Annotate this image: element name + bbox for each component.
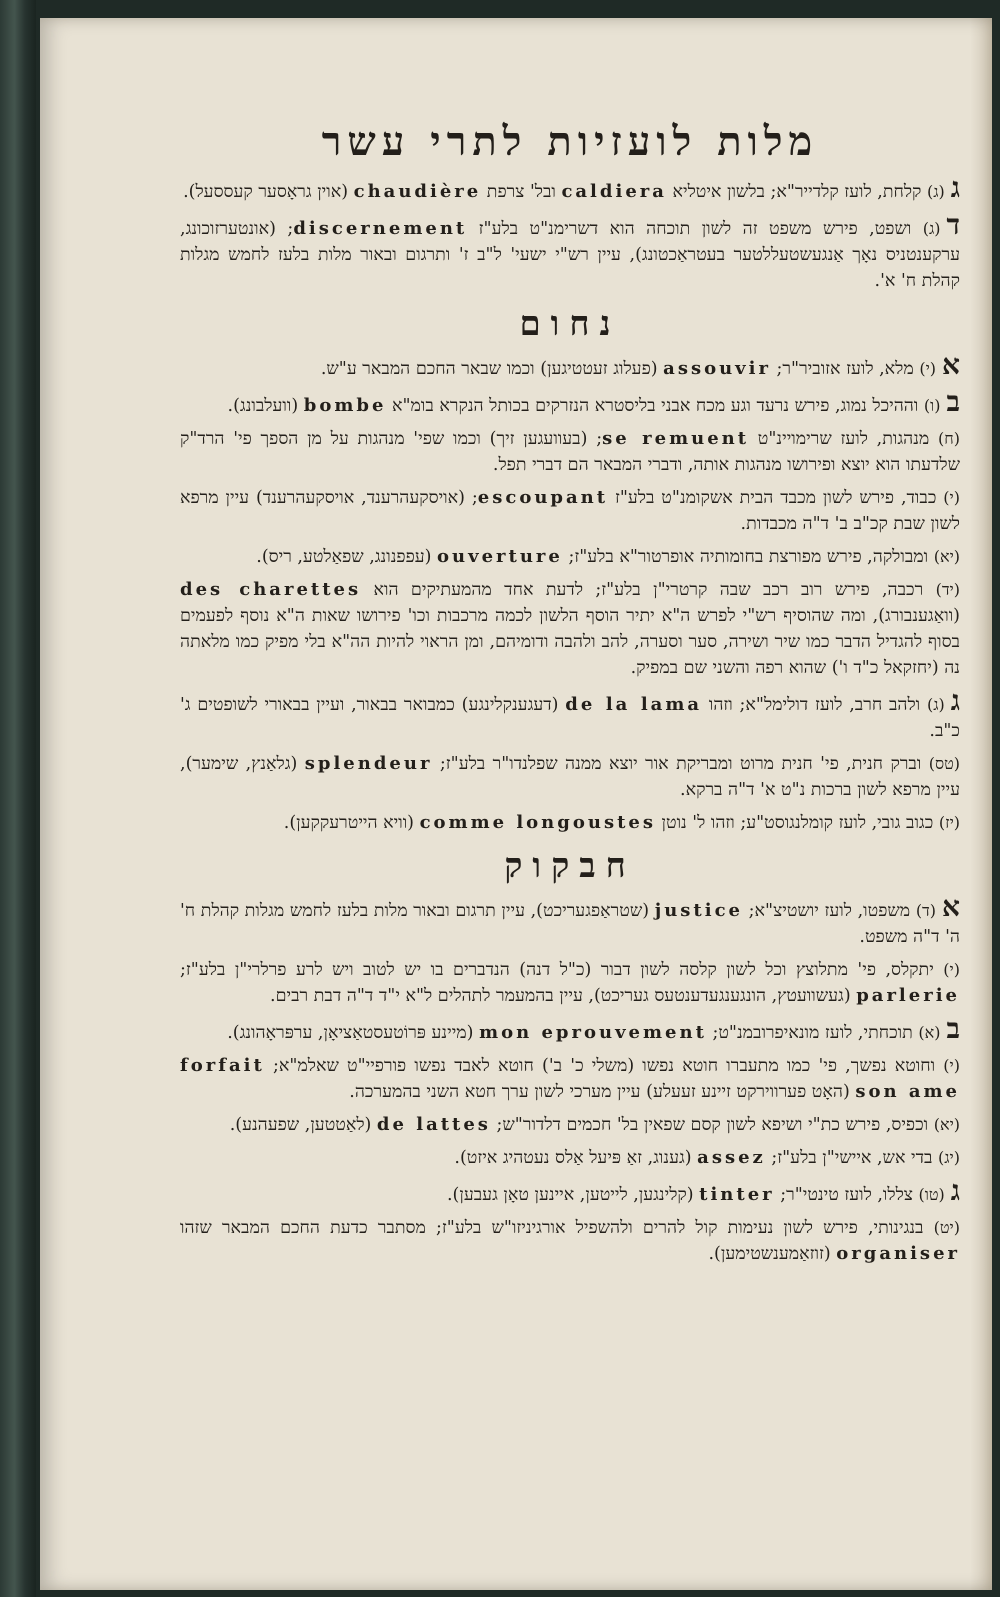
chapter-marker: ג (950, 684, 960, 717)
commentary-entry (180, 1174, 960, 1208)
french-term: ouverture (437, 546, 563, 567)
section (180, 171, 960, 294)
entry-text: ושפט, פירש משפט זה לשון תוכחה הוא דשרימנ"ט בלע"ז discernement; (אונטערזוכונג, ערקענטניס נאָך אַנגעשטעללטער בעטראַכטונג), עיין רש"י ישעי' ל"ב ז' ותרגום ובאור מלות בלעז לחמש מגלות קהלת ח' א'. (180, 218, 960, 291)
french-term: splendeur (304, 753, 433, 774)
entry-text: מנהגות, לועז שרימויינ"ט se remuent; (בעוועגען זיך) וכמו שפי' מנהגות על מן הספך פי' הרד"ק שלדעתו הוא יוצא ופירושו מנהגות אותה, ודברי המבאר הם דברי תפל. (180, 428, 960, 475)
french-term: assez (697, 1147, 766, 1168)
entry-text: יתקלס, פי' מתלוצץ וכל לשון קלסה לשון דבור (כ"ל דנה) הנדברים בו יש לטוב ויש לרע פרלרי"ן בלע"ז; parlerie (געשוועטץ, הונגענגעדענטעס געריכט), עיין בהמעמר לתהלים ל"א י"ד ד"ה דבת רבים. (180, 960, 960, 1006)
french-term: discernement (293, 218, 468, 239)
verse-ref: (יז) (938, 813, 960, 832)
chapter-marker: ד (946, 208, 960, 241)
french-term: forfait son ame (180, 1055, 960, 1102)
french-term: caldiera (561, 181, 667, 202)
french-term: tinter (699, 1184, 775, 1205)
entry-text: בדי אש, איישי"ן בלע"ז; assez (גענוג, זאַ פּיעל אַלס נעטהיג איזט). (454, 1147, 933, 1168)
section (180, 1174, 960, 1267)
french-term: se remuent (602, 428, 750, 449)
entry-text: מלא, לועז אזוביר"ר; assouvir (פעלוג זעטטיגען) וכמו שבאר החכם המבאר ע"ש. (320, 358, 914, 379)
french-term: mon eprouvement (479, 1022, 707, 1043)
commentary-entry (180, 171, 960, 205)
section-heading: נחום (519, 304, 621, 344)
verse-ref: (יט) (933, 1218, 960, 1237)
verse-ref: (טס) (928, 754, 960, 773)
sections-container (180, 171, 960, 1267)
chapter-marker: ב (946, 385, 960, 418)
commentary-entry (180, 485, 960, 537)
verse-ref: (יד) (935, 580, 960, 599)
french-term: bombe (303, 395, 387, 416)
french-term: assouvir (663, 358, 771, 379)
french-term: des charettes (180, 579, 362, 600)
chapter-marker: ג (950, 1174, 960, 1207)
chapter-marker: ב (946, 1012, 960, 1045)
section-heading: חבקוק (504, 846, 636, 886)
verse-ref: (ג) (926, 182, 945, 201)
entry-text: וכפיס, פירש כת"י ושיפא לשון קסם שפאין בל' חכמים דלדור"ש; de lattes (לאַטטען, שפעהנע). (229, 1114, 929, 1135)
commentary-entry (180, 348, 960, 382)
french-term: de lattes (376, 1114, 491, 1135)
commentary-entry (180, 1012, 960, 1046)
verse-ref: (י) (919, 359, 937, 378)
verse-ref: (י) (943, 488, 960, 507)
chapter-title: מלות לועזיות לתרי עשר (321, 118, 819, 165)
commentary-entry (180, 426, 960, 478)
commentary-entry (180, 1053, 960, 1105)
chapter-marker: א (942, 890, 960, 923)
chapter-marker: ג (950, 171, 960, 204)
commentary-entry (180, 1215, 960, 1267)
book-binding (0, 0, 36, 1597)
entry-text: וברק חנית, פי' חנית מרוט ומבריקת אור יוצא ממנה שפלנדו"ר בלע"ז; splendeur (גלאַנץ, שימער), עיין מרפא לשון ברכות נ"ט א' ד"ה ברקא. (180, 753, 960, 800)
entry-text: כבוד, פירש לשון מכבד הבית אשקומנ"ט בלע"ז escoupant; (אויסקעהרענד, אויסקעהרענד) עיין מרפא לשון שבת קכ"ב ב' ד"ה מכבדות. (180, 487, 960, 534)
entry-text: משפטו, לועז יושטיצ"א; justice (שטראַפגעריכט), עיין תרגום ובאור מלות בלעז לחמש מגלות קהלת ח' ה' ד"ה משפט. (180, 900, 960, 947)
section (180, 846, 960, 1009)
commentary-entry (180, 208, 960, 294)
commentary-entry (180, 684, 960, 744)
commentary-entry (180, 544, 960, 570)
french-term: organiser (836, 1243, 960, 1264)
commentary-entry (180, 1112, 960, 1138)
commentary-entry (180, 890, 960, 950)
entry-text: וההיכל נמוג, פירש נרעד וגע מכח אבני בליסטרא הנזרקים בכותל הנקרא בומ"א bombe (וועלבונג). (227, 395, 919, 416)
french-term: parlerie (856, 985, 960, 1006)
commentary-entry (180, 751, 960, 803)
verse-ref: (י) (943, 960, 960, 979)
entry-text: ולהב חרב, לועז דולימל"א; וזהו de la lama (דעגענקלינגע) כמבואר בבאור, ועיין בבאורי לשופטים ג' כ"ב. (180, 694, 960, 741)
verse-ref: (ג) (926, 695, 945, 714)
commentary-entry (180, 577, 960, 681)
verse-ref: (יג) (938, 1148, 960, 1167)
entry-text: תוכחתי, לועז מונאיפרובמנ"ט; mon eprouvement (מיינע פּרוֹטעסטאַציאָן, ערפּראָהונג). (227, 1022, 913, 1043)
french-term: justice (654, 900, 743, 921)
verse-ref: (ג) (922, 219, 941, 238)
verse-ref: (טו) (918, 1185, 945, 1204)
verse-ref: (ד) (915, 901, 936, 920)
french-term: chaudière (353, 181, 482, 202)
verse-ref: (ח) (938, 429, 960, 448)
verse-ref: (י) (943, 1056, 960, 1075)
commentary-entry (180, 385, 960, 419)
verse-ref: (ו) (923, 396, 941, 415)
french-term: comme longoustes (419, 812, 656, 833)
section (180, 684, 960, 836)
page-content (180, 118, 960, 1274)
verse-ref: (יא) (933, 547, 960, 566)
commentary-entry (180, 1145, 960, 1171)
page (40, 18, 992, 1590)
entry-text: ומבולקה, פירש מפורצת בחומותיה אופרטור"א בלע"ז; ouverture (עפפנונג, שפאַלטע, ריס). (256, 546, 929, 567)
entry-text: קלחת, לועז קלדייר"א; בלשון איטליא caldiera ובל' צרפת chaudière (אוין גראָסער קעססעל). (183, 181, 922, 202)
commentary-entry (180, 957, 960, 1009)
section (180, 1012, 960, 1171)
entry-text: כגוב גובי, לועז קומלנגוסט"ע; וזהו ל' נוטן comme longoustes (וויא הייטרעקקען). (283, 812, 934, 833)
section (180, 304, 960, 681)
entry-text: רכבה, פירש רוב רכב שבה קרטרי"ן בלע"ז; לדעת אחד מהמעתיקים הוא des charettes (וואַגענבורג), ומה שהוסיף רש"י לפרש ה"א יתיר הוסף הלשון לכמה מרכבות וכו' פירושו שאות ה"א נוסף לפעמים בסוף להגדיל הדבר כמו שיר ושירה, סער וסערה, להב ולהבה ודומיהם, ומן הראוי להיות הה"א בלי מפיק כמו מלאתה נה (יחזקאל כ"ד ו') שהוא רפה והשני שם במפיק. (180, 579, 960, 678)
french-term: de la lama (565, 694, 703, 715)
commentary-entry (180, 810, 960, 836)
entry-text: צללו, לועז טינטי"ר; tinter (קלינגען, לייטען, איינען טאָן געבען). (446, 1184, 913, 1205)
verse-ref: (א) (918, 1023, 941, 1042)
verse-ref: (יא) (933, 1115, 960, 1134)
chapter-marker: א (942, 348, 960, 381)
page-edge-shadow (970, 18, 992, 1590)
french-term: escoupant (477, 487, 609, 508)
entry-text: בנגינותי, פירש לשון נעימות קול להרים ולהשפיל אורגיניזו"ש בלע"ז; מסתבר כדעת החכם המבאר שזהו organiser (זוזאַמענשטימען). (180, 1218, 960, 1264)
entry-text: וחוטא נפשך, פי' כמו מתעברו חוטא נפשו (משלי כ' ב') חוטא לאבד נפשו פורפיי"ט שאלמ"א; forfait son ame (האָט פערווירקט זיינע זעעלע) עיין מערכי לשון ערך חטא השני בהמערכה. (180, 1055, 960, 1102)
